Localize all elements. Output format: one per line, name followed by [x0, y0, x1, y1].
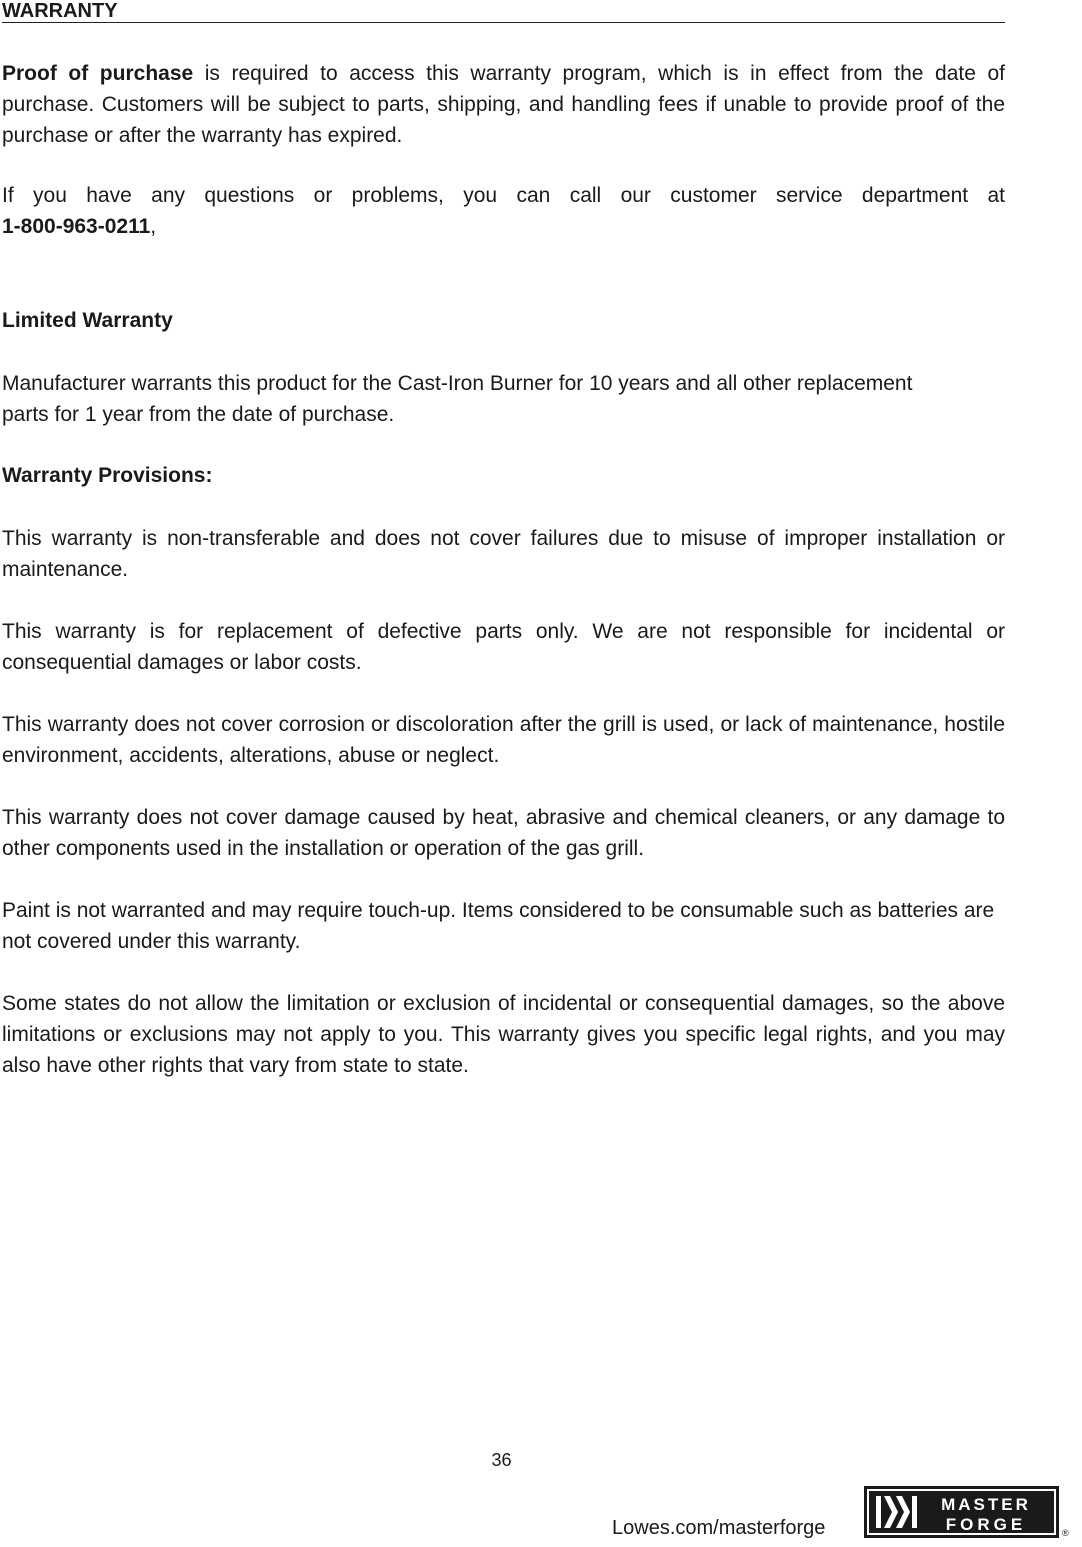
limited-warranty-heading: Limited Warranty	[2, 309, 173, 332]
provision-item: Paint is not warranted and may require touch-up. Items considered to be consumable such as batteries are not covered under this warranty.	[2, 899, 995, 953]
phone-suffix: ,	[150, 215, 157, 238]
provision-item: This warranty is non-transferable and does not cover failures due to misuse of improper installation or maintenance.	[2, 527, 1005, 581]
proof-of-purchase-label: Proof of purchase	[2, 62, 194, 85]
logo-bottom-text: FORGE	[945, 1515, 1027, 1534]
provision-item: This warranty does not cover corrosion or discoloration after the grill is used, or lack of maintenance, hostile environment, accidents, alterations, abuse or neglect.	[2, 713, 1005, 767]
phone-number[interactable]: 1-800-963-0211	[2, 215, 151, 238]
page-number: 36	[491, 1450, 512, 1470]
logo-top-text: MASTER	[941, 1495, 1031, 1514]
contact-text: If you have any questions or problems, you can call our customer service department at	[2, 184, 1005, 207]
registered-mark: ®	[1062, 1528, 1069, 1538]
provision-item: This warranty is for replacement of defective parts only. We are not responsible for incidental or consequential damages or labor costs.	[2, 620, 1005, 674]
contact-paragraph	[2, 180, 1005, 242]
master-forge-logo	[864, 1486, 1059, 1538]
provision-item: This warranty does not cover damage caused by heat, abrasive and chemical cleaners, or any damage to other components used in the installation or operation of the gas grill.	[2, 806, 1005, 860]
proof-of-purchase-paragraph	[2, 58, 1005, 151]
section-title: WARRANTY	[2, 0, 1005, 23]
website-link[interactable]: Lowes.com/masterforge	[612, 1517, 826, 1539]
warranty-provisions-heading: Warranty Provisions:	[2, 464, 213, 487]
provision-item: Some states do not allow the limitation or exclusion of incidental or consequential damages, so the above limitations or exclusions may not apply to you. This warranty gives you specific legal rights, and you may also have other rights that vary from state to state.	[2, 992, 1005, 1077]
limited-warranty-text: Manufacturer warrants this product for the Cast-Iron Burner for 10 years and all other replacement parts for 1 year from the date of purchase.	[2, 372, 913, 426]
proof-of-purchase-text: is required to access this warranty program, which is in effect from the date of purchase. Customers will be subject to parts, shipping, and handling fees if unable to provide proof of the purchase or after the warranty has expired.	[2, 62, 1005, 147]
